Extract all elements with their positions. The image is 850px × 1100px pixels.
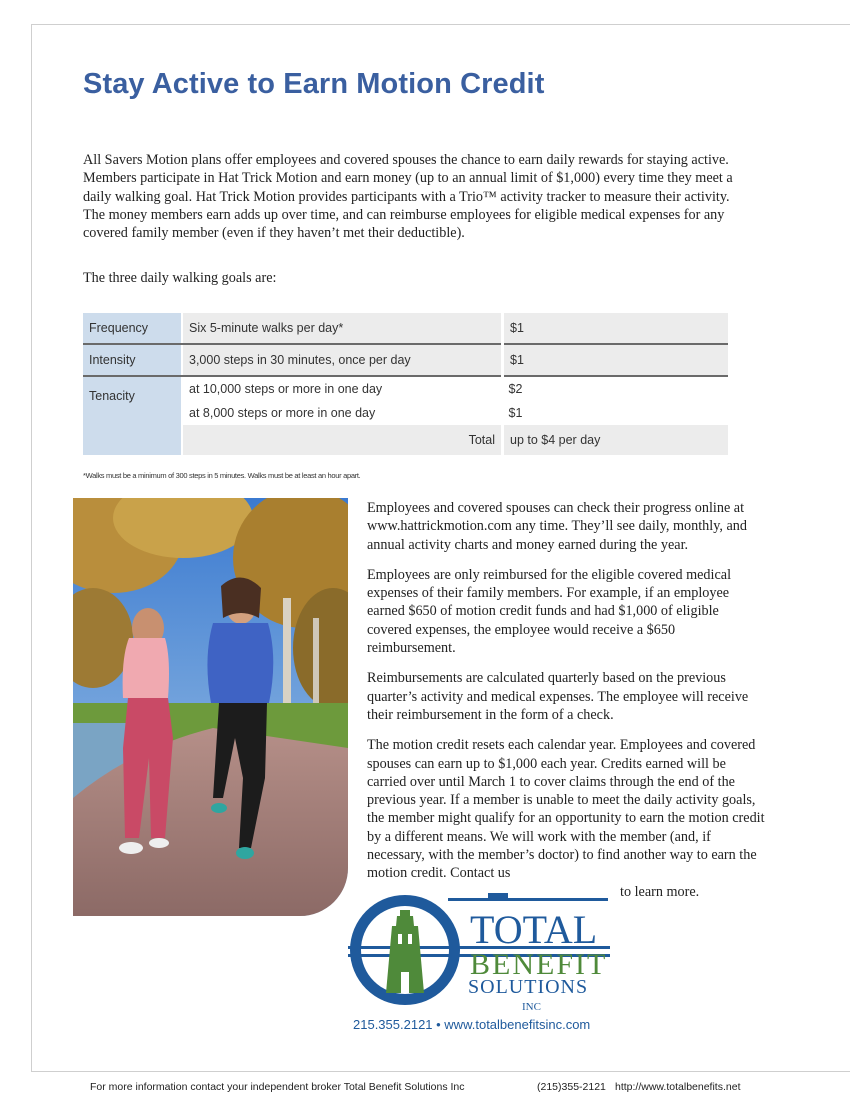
frequency-label: Frequency [83,313,182,344]
tenacity-amount-2: $1 [503,401,729,425]
learn-more-text: to learn more. [620,883,700,900]
footer-url[interactable]: http://www.totalbenefits.net [615,1081,741,1093]
total-label: Total [182,425,503,455]
page-footer [90,1081,741,1093]
progress-paragraph: Employees and covered spouses can check their progress online at www.hattrickmotion.com any time. They’ll see daily, monthly, and annual activity charts and money earned during the year. [367,500,747,553]
goals-intro: The three daily walking goals are: [83,270,277,286]
svg-text:INC: INC [522,1001,541,1013]
table-footnote: *Walks must be a minimum of 300 steps in 5 minutes. Walks must be at least an hour apart. [83,471,361,480]
intro-paragraph: All Savers Motion plans offer employees and covered spouses the chance to earn daily rewards for staying active. Members participate in Hat Trick Motion and earn money (up to an annual limit of $1,000) every time they meet a daily walking goal. Hat Trick Motion provides participants with a Trio™ activity tracker to measure their activity. The money members earn adds up over time, and can reimburse employees for eligible medical expenses for any covered family member (even if they haven’t met their deductible). [83,152,733,242]
body-column [367,499,767,901]
svg-text:BENEFIT: BENEFIT [470,948,608,981]
svg-text:SOLUTIONS: SOLUTIONS [468,976,589,998]
table-row-intensity [83,344,728,376]
tenacity-label: Tenacity [83,376,182,455]
svg-text:TOTAL: TOTAL [470,907,598,952]
tenacity-amount-1: $2 [503,376,729,401]
reset-paragraph: The motion credit resets each calendar year. Employees and covered spouses can earn up to $1,000 each year. Credits earned will be carried over until March 1 to cover claims through the end of the previous year. If a member is unable to meet the daily activity goals, the member might qualify for an opportunity to earn the motion credit by a different means. We will work with the member (and, if necessary, with the member’s doctor) to find another way to earn the motion credit. Contact us [367,737,765,882]
footer-phone: (215)355-2121 [537,1081,606,1093]
walking-women-photo [73,498,348,916]
total-benefit-solutions-logo [348,888,610,1036]
tenacity-desc-2: at 8,000 steps or more in one day [182,401,503,425]
lighthouse-logo-icon [348,888,610,1036]
table-row-tenacity-1 [83,376,728,401]
intensity-amount: $1 [503,344,729,376]
tenacity-desc-1: at 10,000 steps or more in one day [182,376,503,401]
intensity-desc: 3,000 steps in 30 minutes, once per day [182,344,503,376]
frequency-amount: $1 [503,313,729,344]
frequency-desc: Six 5-minute walks per day* [182,313,503,344]
quarterly-paragraph: Reimbursements are calculated quarterly based on the previous quarter’s activity and medical expenses. The employee will receive their reimbursement in the form of a check. [367,670,749,723]
total-amount: up to $4 per day [503,425,729,455]
walking-goals-table [83,313,728,455]
intensity-label: Intensity [83,344,182,376]
reimbursement-paragraph: Employees are only reimbursed for the eligible covered medical expenses of their family members. For example, if an employee earned $650 of motion credit funds and had $1,000 of eligible covered expenses, the employee would receive a $650 reimbursement. [367,566,732,657]
table-row-frequency [83,313,728,344]
page-title: Stay Active to Earn Motion Credit [83,68,545,100]
svg-text:215.355.2121 • www.totalbenefi: 215.355.2121 • www.totalbenefitsinc.com [353,1017,591,1032]
footer-text: For more information contact your independent broker Total Benefit Solutions Inc [90,1081,465,1093]
